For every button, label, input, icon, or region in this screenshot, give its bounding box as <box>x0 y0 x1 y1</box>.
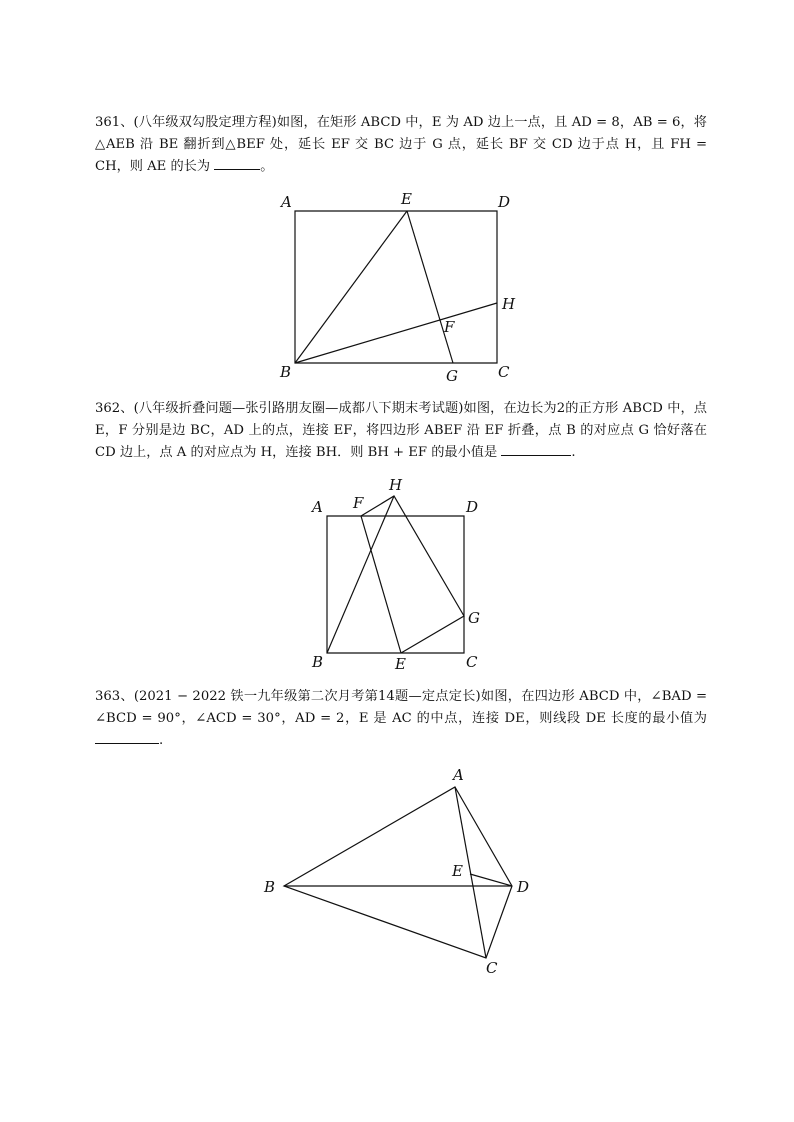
label-e: E <box>395 655 406 673</box>
label-e: E <box>452 862 463 880</box>
label-d: D <box>466 498 479 516</box>
label-c: C <box>486 959 498 977</box>
quadrilateral-abcd <box>284 787 512 958</box>
problem-362-tail: . <box>571 445 576 460</box>
label-h: H <box>389 476 403 494</box>
label-h: H <box>502 295 516 313</box>
label-g: G <box>446 367 458 385</box>
problem-362-statement: 362、(八年级折叠问题—张引路朋友圈—成都八下期末考试题)如图，在边长为2的正方形 ABCD 中，点 E，F 分别是边 BC，AD 上的点，连接 EF，将四边形 ABEF 沿 EF 折叠，点 B 的对应点 G 恰好落在 CD 边上，点 A 的对应点为 H，连接 BH．则 BH + EF 的最小值是 <box>95 401 707 460</box>
label-c: C <box>466 653 478 671</box>
label-b: B <box>280 363 292 381</box>
label-d: D <box>498 193 511 211</box>
problem-361-tail: 。 <box>260 159 274 174</box>
label-f: F <box>353 494 364 512</box>
label-d: D <box>517 878 530 896</box>
label-e: E <box>401 190 412 208</box>
label-b: B <box>264 878 276 896</box>
label-f: F <box>444 318 455 336</box>
label-a: A <box>453 766 464 784</box>
label-a: A <box>312 498 323 516</box>
problem-363-statement: 363、(2021 − 2022 铁一九年级第二次月考第14题—定点定长)如图，在四边形 ABCD 中，∠BAD = ∠BCD = 90°，∠ACD = 30°，AD = 2，E 是 AC 的中点，连接 DE，则线段 DE 长度的最小值为 <box>95 689 707 726</box>
problem-361-statement: 361、(八年级双勾股定理方程)如图，在矩形 ABCD 中，E 为 AD 边上一点，且 AD = 8，AB = 6，将△AEB 沿 BE 翻折到△BEF 处，延长 EF 交 BC 边于 G 点，延长 BF 交 CD 边于点 H，且 FH = CH，则 AE 的长为 <box>95 115 707 174</box>
label-a: A <box>281 193 292 211</box>
label-g: G <box>468 609 480 627</box>
label-b: B <box>312 653 324 671</box>
label-c: C <box>498 363 510 381</box>
problem-363-tail: . <box>159 733 164 748</box>
